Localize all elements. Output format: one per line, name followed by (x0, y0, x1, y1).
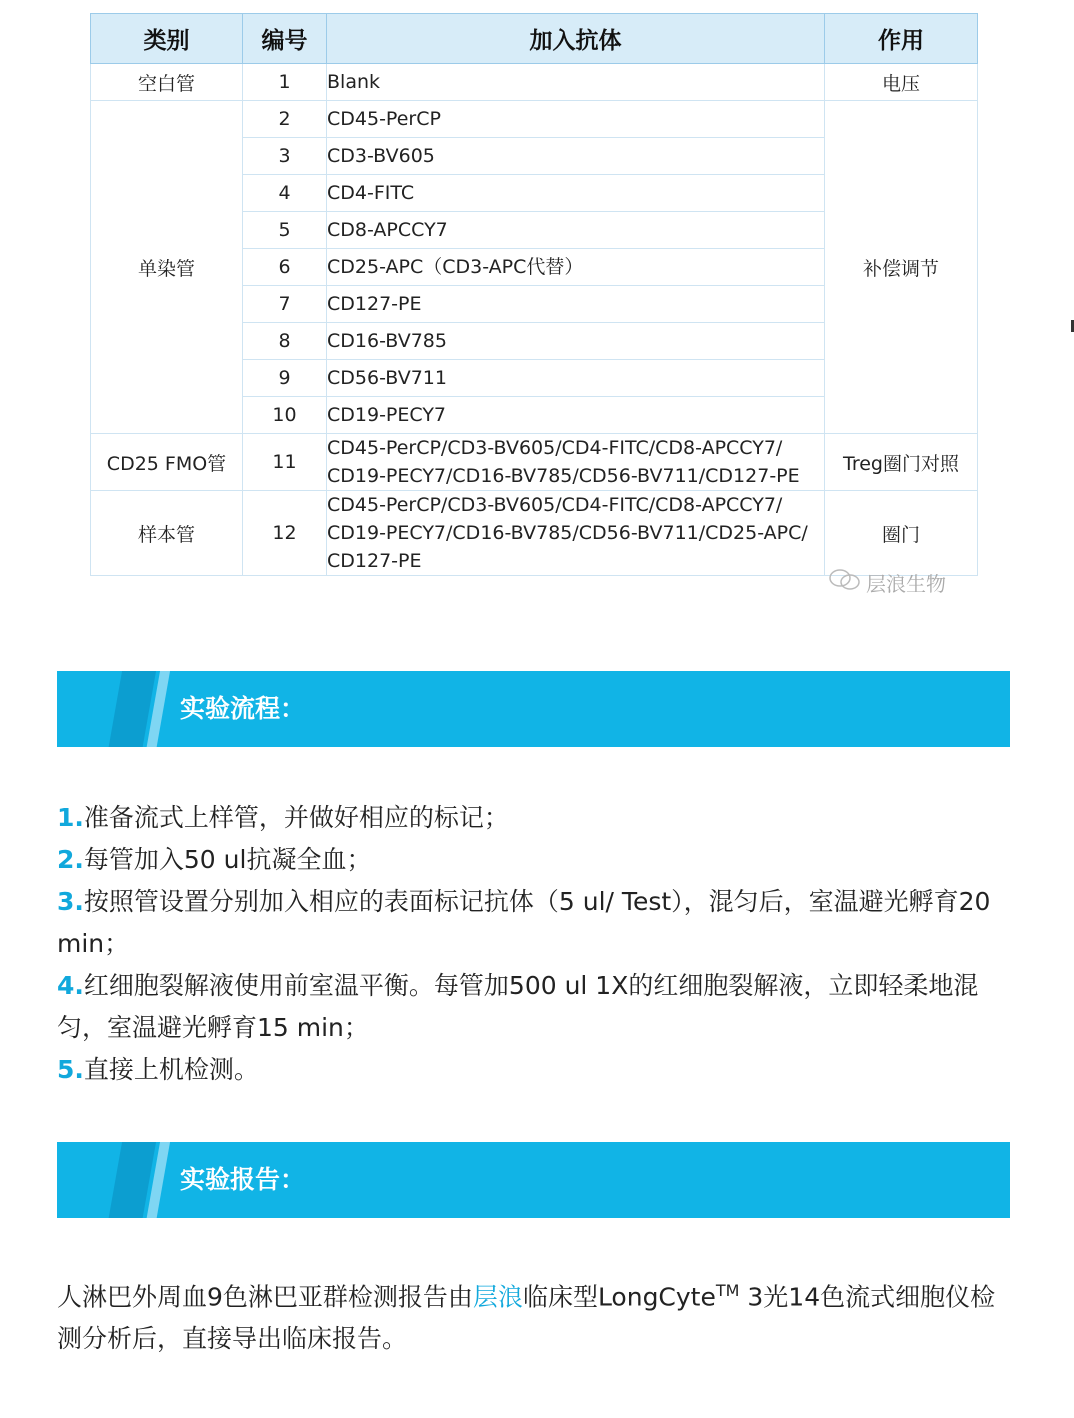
antibody-line: CD45-PerCP/CD3-BV605/CD4-FITC/CD8-APCCY7/ (327, 437, 783, 459)
antibody-cell: CD25-APC（CD3-APC代替） (327, 249, 825, 286)
category-cell: 样本管 (91, 491, 243, 576)
step-item (57, 965, 1017, 1049)
antibody-cell: CD56-BV711 (327, 360, 825, 397)
section-banner-report (57, 1142, 1010, 1218)
table-header-row (91, 14, 978, 64)
report-text-end: 3光14色流式细胞仪检测分析后，直接导出临床报告。 (57, 1282, 996, 1354)
step-item (57, 881, 1017, 965)
step-text: 每管加入50 ul抗凝全血； (83, 845, 372, 874)
report-text-mid: 临床型LongCyte (522, 1282, 716, 1312)
procedure-steps (57, 797, 1017, 1091)
antibody-cell: CD45-PerCP (327, 101, 825, 138)
number-cell: 5 (243, 212, 327, 249)
step-text: 准备流式上样管，并做好相应的标记； (83, 803, 509, 832)
antibody-table-wrapper (90, 13, 977, 576)
number-cell: 4 (243, 175, 327, 212)
table-row (91, 64, 978, 101)
number-cell: 6 (243, 249, 327, 286)
antibody-line: CD127-PE (327, 550, 422, 572)
report-text (57, 1270, 1017, 1360)
brand-highlight: 层浪 (472, 1282, 523, 1312)
header-category: 类别 (91, 14, 243, 64)
number-cell: 12 (243, 491, 327, 576)
number-cell: 9 (243, 360, 327, 397)
category-cell: 单染管 (91, 101, 243, 434)
header-number: 编号 (243, 14, 327, 64)
step-item (57, 1049, 1017, 1091)
step-text: 直接上机检测。 (83, 1055, 259, 1084)
antibody-cell: CD19-PECY7 (327, 397, 825, 434)
antibody-table (90, 13, 978, 576)
table-row (91, 491, 978, 576)
wechat-icon (828, 569, 862, 596)
antibody-cell: Blank (327, 64, 825, 101)
section-title: 实验流程： (180, 694, 306, 723)
number-cell: 3 (243, 138, 327, 175)
step-number: 3. (57, 887, 84, 916)
watermark (828, 568, 946, 597)
antibody-cell: CD127-PE (327, 286, 825, 323)
antibody-line: CD19-PECY7/CD16-BV785/CD56-BV711/CD25-APC/ (327, 522, 808, 544)
step-number: 1. (57, 803, 84, 832)
watermark-text: 层浪生物 (866, 572, 946, 596)
antibody-line: CD19-PECY7/CD16-BV785/CD56-BV711/CD127-PE (327, 465, 800, 487)
step-text: 按照管设置分别加入相应的表面标记抗体（5 ul/ Test），混匀后，室温避光孵育20 min； (57, 887, 991, 958)
role-cell: 电压 (825, 64, 978, 101)
antibody-line: CD45-PerCP/CD3-BV605/CD4-FITC/CD8-APCCY7/ (327, 494, 783, 516)
number-cell: 7 (243, 286, 327, 323)
step-number: 4. (57, 971, 84, 1000)
section-title: 实验报告： (180, 1165, 306, 1194)
role-cell: 圈门 (825, 491, 978, 576)
step-number: 2. (57, 845, 84, 874)
section-banner-procedure (57, 671, 1010, 747)
step-item (57, 797, 1017, 839)
number-cell: 11 (243, 434, 327, 491)
number-cell: 8 (243, 323, 327, 360)
antibody-cell: CD3-BV605 (327, 138, 825, 175)
report-paragraph (57, 1270, 1017, 1360)
role-cell: Treg圈门对照 (825, 434, 978, 491)
role-cell: 补偿调节 (825, 101, 978, 434)
category-cell: CD25 FMO管 (91, 434, 243, 491)
antibody-cell (327, 491, 825, 576)
antibody-cell: CD4-FITC (327, 175, 825, 212)
number-cell: 2 (243, 101, 327, 138)
table-row (91, 101, 978, 138)
antibody-cell: CD8-APCCY7 (327, 212, 825, 249)
trademark-sup: TM (715, 1281, 740, 1300)
step-text: 红细胞裂解液使用前室温平衡。每管加500 ul 1X的红细胞裂解液，立即轻柔地混匀，室温避光孵育15 min； (57, 971, 979, 1042)
header-antibody: 加入抗体 (327, 14, 825, 64)
report-text-start: 人淋巴外周血9色淋巴亚群检测报告由 (57, 1282, 473, 1312)
header-role: 作用 (825, 14, 978, 64)
number-cell: 1 (243, 64, 327, 101)
step-item (57, 839, 1017, 881)
table-row (91, 434, 978, 491)
antibody-cell: CD16-BV785 (327, 323, 825, 360)
antibody-cell (327, 434, 825, 491)
category-cell: 空白管 (91, 64, 243, 101)
step-number: 5. (57, 1055, 84, 1084)
number-cell: 10 (243, 397, 327, 434)
